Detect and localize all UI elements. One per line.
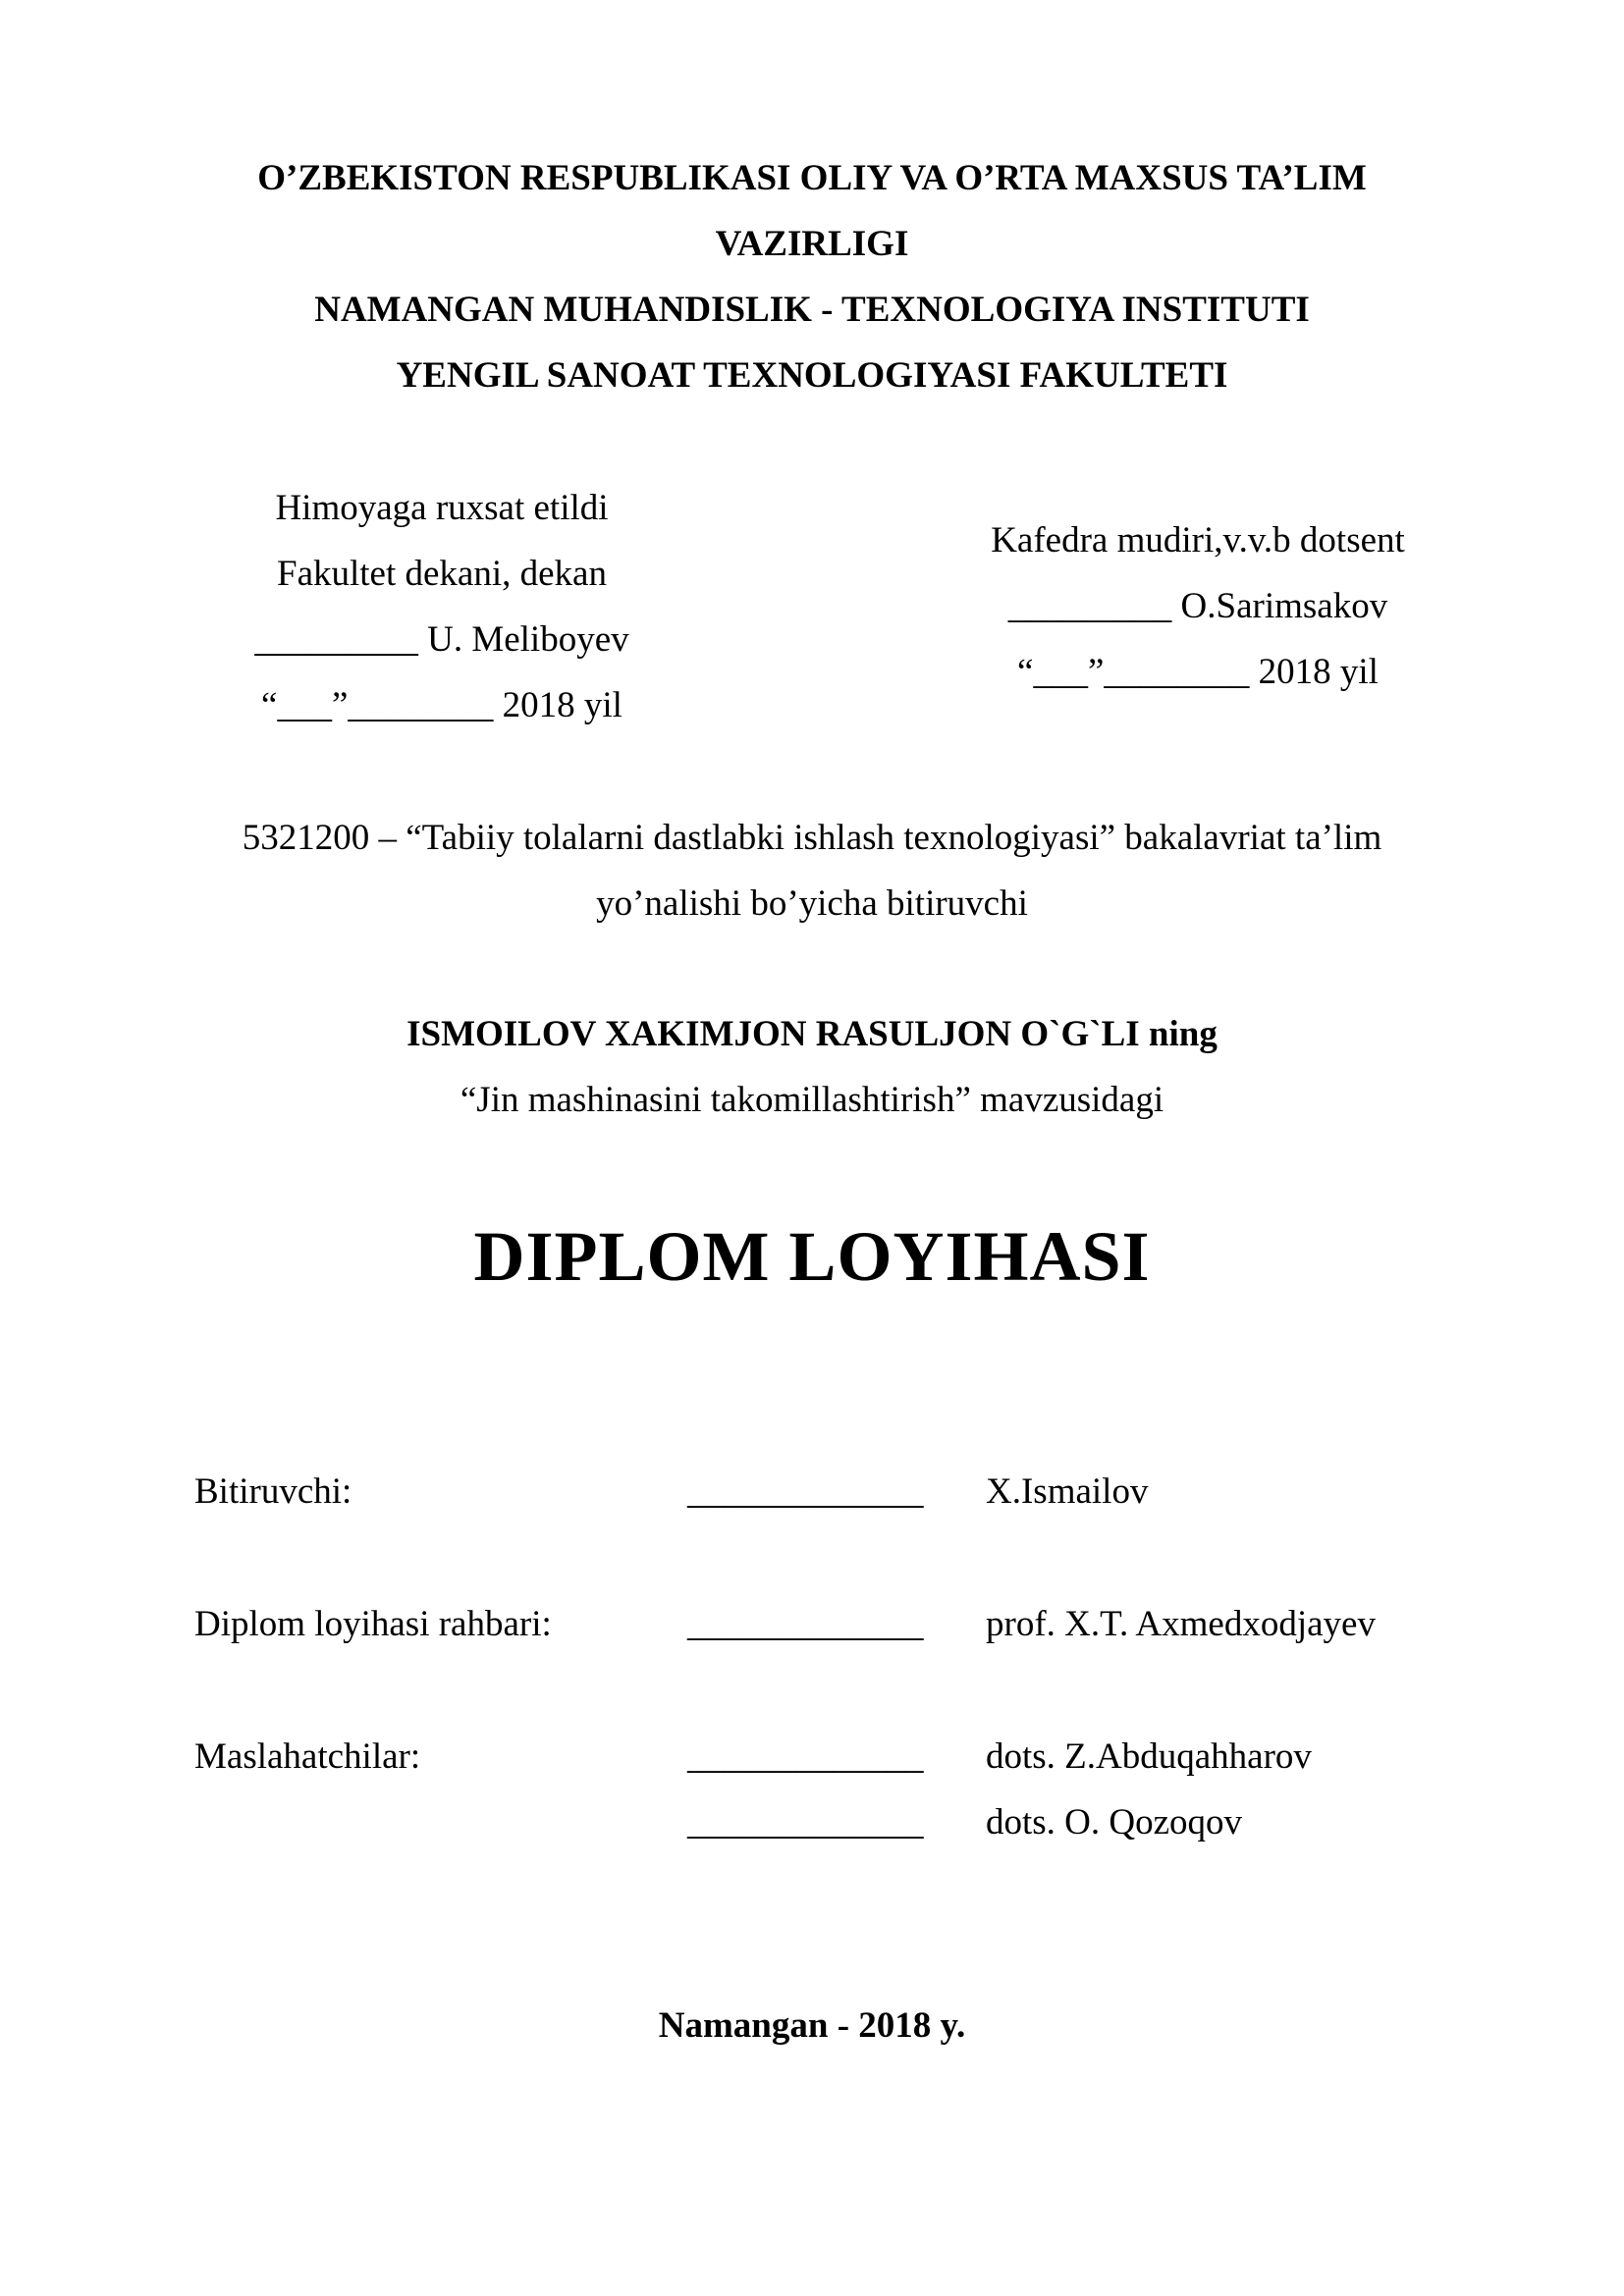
signature-name: X.Ismailov <box>986 1471 1149 1512</box>
ministry-line-1: O’ZBEKISTON RESPUBLIKASI OLIY VA O’RTA MAXSUS TA’LIM <box>257 158 1367 198</box>
department-head-signature-line: _________ O.Sarimsakov <box>1007 586 1388 626</box>
faculty-name: YENGIL SANOAT TEXNOLOGIYASI FAKULTETI <box>396 355 1228 396</box>
department-head-date-line: “___”________ 2018 yil <box>1017 652 1379 692</box>
dean-date-line: “___”________ 2018 yil <box>261 685 623 725</box>
dean-approval-line-2: Fakultet dekani, dekan <box>277 554 607 594</box>
signature-label: Bitiruvchi: <box>194 1471 352 1512</box>
project-topic: “Jin mashinasini takomillashtirish” mavzusidagi <box>460 1080 1164 1120</box>
signature-blank: _____________ <box>687 1736 924 1777</box>
dean-approval-block <box>157 475 727 738</box>
specialty-block <box>0 805 1624 936</box>
signature-label: Maslahatchilar: <box>194 1736 421 1777</box>
specialty-line-2: yo’nalishi bo’yicha bitiruvchi <box>596 883 1028 924</box>
department-head-approval-block <box>913 507 1483 705</box>
signature-row-consultant-1 <box>0 1724 1624 1789</box>
dean-approval-line-1: Himoyaga ruxsat etildi <box>275 488 609 528</box>
signature-row-consultant-2 <box>0 1789 1624 1855</box>
city-year-footer: Namangan - 2018 y. <box>658 2005 966 2046</box>
signature-blank: _____________ <box>687 1802 924 1842</box>
ministry-line-2: VAZIRLIGI <box>715 224 909 264</box>
signature-name: dots. Z.Abduqahharov <box>986 1736 1312 1777</box>
signature-row-supervisor <box>0 1591 1624 1657</box>
specialty-line-1: 5321200 – “Tabiiy tolalarni dastlabki ishlash texnologiyasi” bakalavriat ta’lim <box>242 818 1382 858</box>
dean-signature-line: _________ U. Meliboyev <box>254 619 629 660</box>
signature-name: dots. O. Qozoqov <box>986 1802 1243 1842</box>
signature-row-graduate <box>0 1459 1624 1524</box>
signature-blank: _____________ <box>687 1471 924 1512</box>
signature-label: Diplom loyihasi rahbari: <box>194 1604 552 1644</box>
document-title: DIPLOM LOYIHASI <box>473 1217 1151 1296</box>
signature-blank: _____________ <box>687 1604 924 1644</box>
department-head-title: Kafedra mudiri,v.v.b dotsent <box>991 520 1405 561</box>
signature-name: prof. X.T. Axmedxodjayev <box>986 1604 1376 1644</box>
header <box>0 145 1624 408</box>
student-name: ISMOILOV XAKIMJON RASULJON O`G`LI ning <box>406 1014 1218 1054</box>
institute-name: NAMANGAN MUHANDISLIK - TEXNOLOGIYA INSTITUTI <box>314 290 1310 330</box>
